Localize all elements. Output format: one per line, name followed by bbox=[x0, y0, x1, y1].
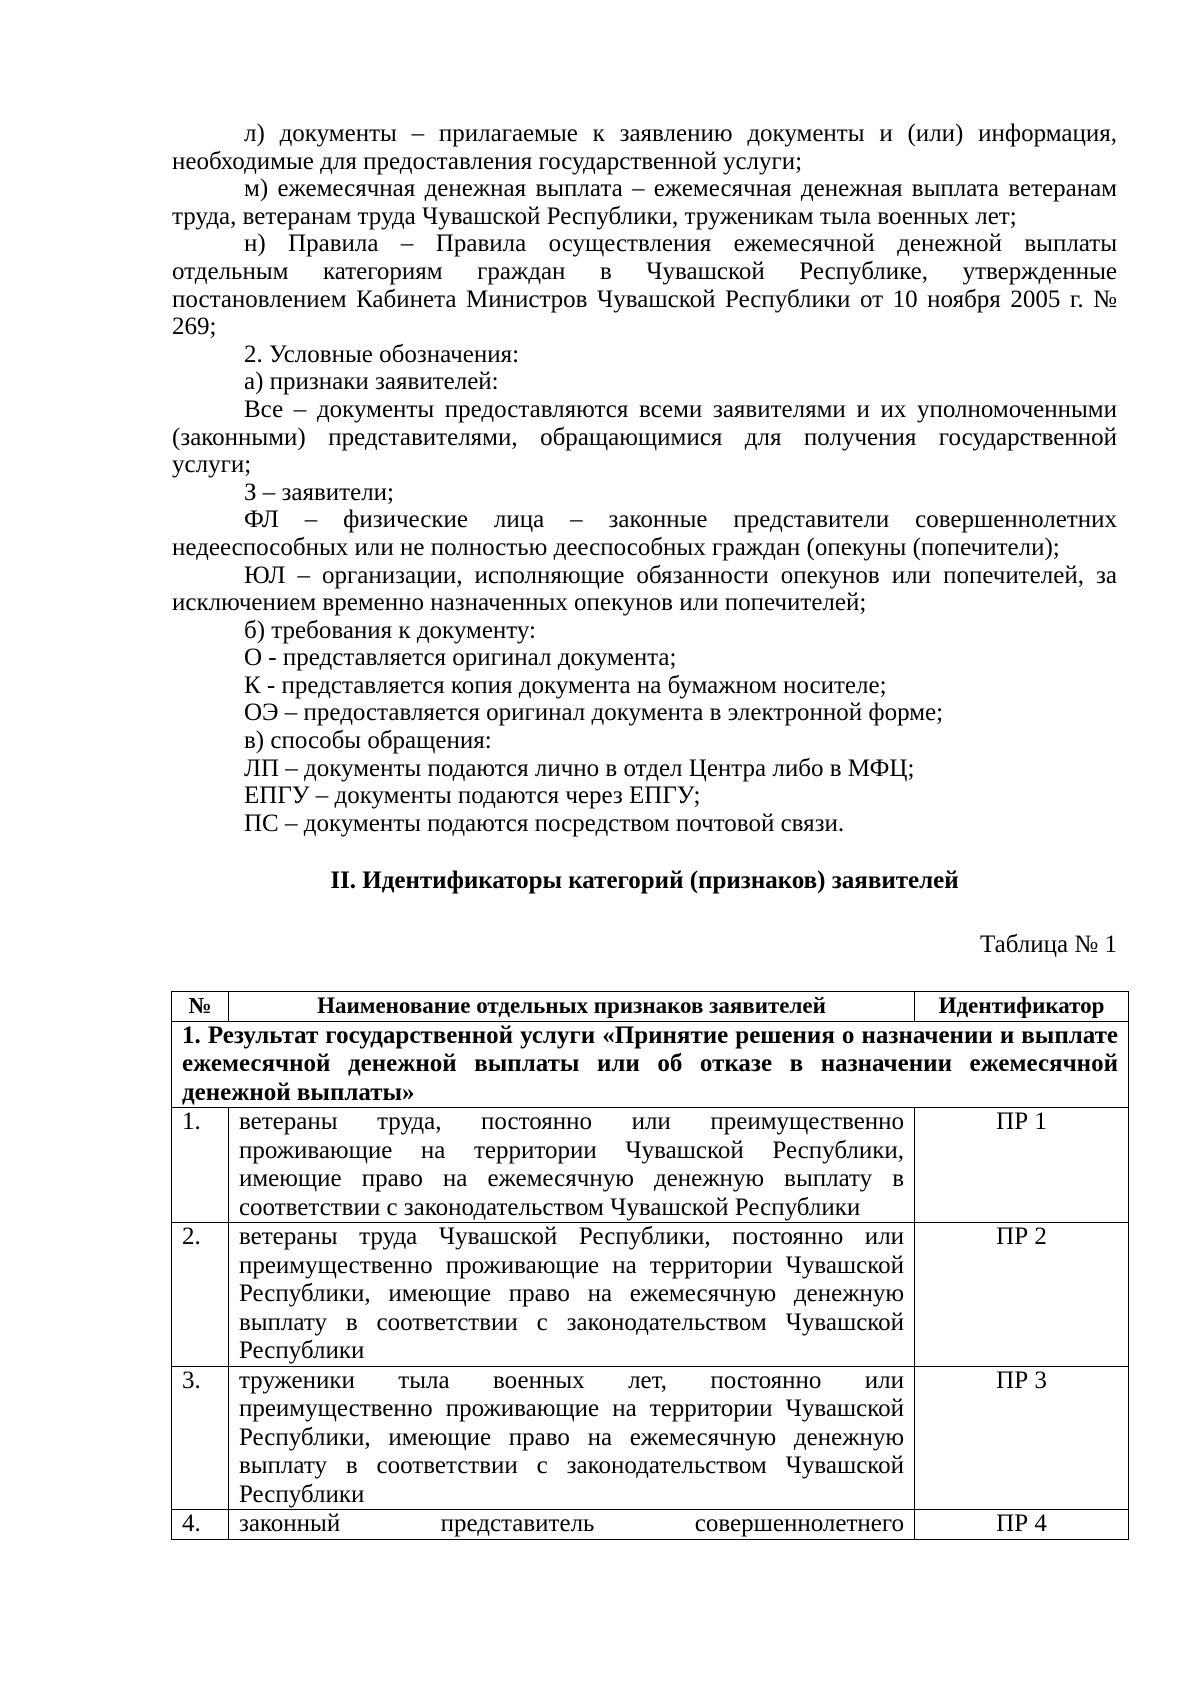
table-row bbox=[172, 1108, 1129, 1223]
document-page bbox=[172, 120, 1117, 1540]
row-identifier: ПР 4 bbox=[915, 1510, 1129, 1540]
paragraph: ПС – документы подаются посредством почтовой связи. bbox=[244, 809, 845, 837]
header-name: Наименование отдельных признаков заявителей bbox=[228, 992, 914, 1022]
table-row bbox=[172, 1510, 1129, 1540]
section-heading: II. Идентификаторы категорий (признаков) заявителей bbox=[330, 867, 959, 895]
paragraph: К - представляется копия документа на бумажном носителе; bbox=[244, 671, 887, 699]
paragraph: З – заявители; bbox=[244, 478, 394, 506]
row-identifier: ПР 1 bbox=[915, 1108, 1129, 1223]
paragraph: ЮЛ – организации, исполняющие обязанности опекунов или попечителей, за исключением временно назначенных опекунов или попечителей; bbox=[172, 561, 1117, 617]
row-text: законный представитель совершеннолетнего bbox=[228, 1510, 914, 1540]
paragraph: ФЛ – физические лица – законные представители совершеннолетних недееспособных или не полностью дееспособных граждан (опекуны (попечители); bbox=[172, 506, 1117, 561]
row-num: 1. bbox=[172, 1108, 229, 1223]
table-row bbox=[172, 1366, 1129, 1510]
row-num: 3. bbox=[172, 1366, 229, 1510]
paragraph: в) способы обращения: bbox=[244, 727, 492, 755]
paragraph: О - представляется оригинал документа; bbox=[244, 644, 677, 672]
paragraph: ОЭ – предоставляется оригинал документа в электронной форме; bbox=[244, 699, 944, 727]
paragraph: м) ежемесячная денежная выплата – ежемесячная денежная выплата ветеранам труда, ветеранам труда Чувашской Республики, труженикам тыла военных лет; bbox=[172, 175, 1117, 230]
header-num: № bbox=[172, 992, 229, 1022]
table-header-row bbox=[172, 992, 1129, 1022]
paragraph: 2. Условные обозначения: bbox=[244, 340, 520, 368]
paragraph: ЛП – документы подаются лично в отдел Центра либо в МФЦ; bbox=[244, 754, 915, 782]
row-text: ветераны труда, постоянно или преимущественно проживающие на территории Чувашской Республики, имеющие право на ежемесячную денежную выплату в соответствии с законодательством Чувашской Республики bbox=[228, 1108, 914, 1223]
table-section-row bbox=[172, 1021, 1129, 1108]
header-identifier: Идентификатор bbox=[915, 992, 1129, 1022]
section-row-text: 1. Результат государственной услуги «Принятие решения о назначении и выплате ежемесячной денежной выплаты или об отказе в назначении ежемесячной денежной выплаты» bbox=[172, 1021, 1129, 1108]
paragraph: Все – документы предоставляются всеми заявителями и их уполномоченными (законными) представителями, обращающимися для получения государственной услуги; bbox=[172, 395, 1117, 479]
row-identifier: ПР 2 bbox=[915, 1223, 1129, 1367]
paragraph: н) Правила – Правила осуществления ежемесячной денежной выплаты отдельным категориям граждан в Чувашской Республике, утвержденные постановлением Кабинета Министров Чувашской Республики от 10 ноября 2005 г. № 269; bbox=[172, 230, 1117, 341]
paragraph: а) признаки заявителей: bbox=[244, 368, 499, 396]
table-caption: Таблица № 1 bbox=[979, 931, 1117, 959]
row-identifier: ПР 3 bbox=[915, 1366, 1129, 1510]
row-text: труженики тыла военных лет, постоянно или преимущественно проживающие на территории Чувашской Республики, имеющие право на ежемесячную денежную выплату в соответствии с законодательством Чувашской Республики bbox=[228, 1366, 914, 1510]
identifiers-table bbox=[171, 991, 1129, 1540]
row-num: 4. bbox=[172, 1510, 229, 1540]
row-num: 2. bbox=[172, 1223, 229, 1367]
paragraph: б) требования к документу: bbox=[244, 616, 537, 644]
paragraph: ЕПГУ – документы подаются через ЕПГУ; bbox=[244, 782, 701, 810]
row-text: ветераны труда Чувашской Республики, постоянно или преимущественно проживающие на территории Чувашской Республики, имеющие право на ежемесячную денежную выплату в соответствии с законодательством Чувашской Республики bbox=[228, 1223, 914, 1367]
paragraph: л) документы – прилагаемые к заявлению документы и (или) информация, необходимые для предоставления государственной услуги; bbox=[172, 120, 1117, 175]
table-row bbox=[172, 1223, 1129, 1367]
